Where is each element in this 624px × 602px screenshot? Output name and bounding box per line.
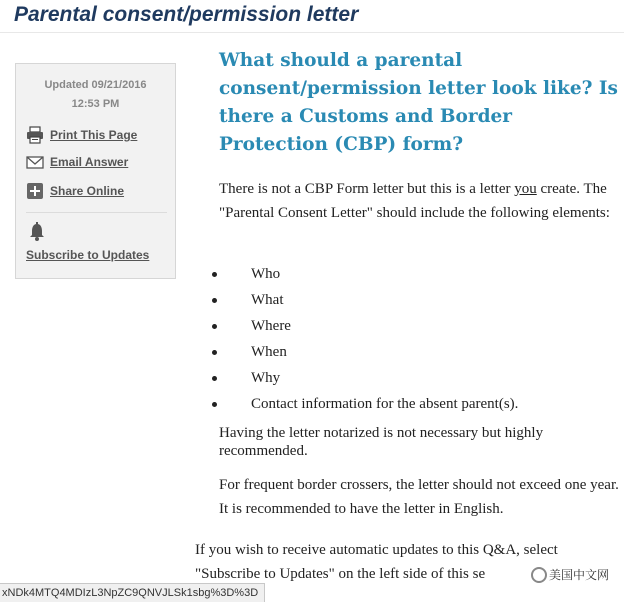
share-tool[interactable] [26, 182, 124, 200]
email-tool[interactable] [26, 153, 128, 171]
updated-time: 12:53 PM [71, 98, 120, 110]
updated-date: Updated 09/21/2016 [44, 79, 147, 91]
email-answer-link[interactable]: Email Answer [50, 155, 129, 169]
watermark-text: 美国中文网 [549, 568, 610, 582]
question-heading: What should a parental consent/permission letter look like? Is there a Customs and Border Protection (CBP) form? [219, 50, 618, 155]
sidebar-divider [26, 212, 167, 213]
subscribe-updates-link[interactable]: Subscribe to Updates [26, 248, 150, 262]
updates-note-line2: "Subscribe to Updates" on the left side of this se [195, 566, 486, 582]
plus-box-icon [26, 182, 44, 200]
notarized-paragraph: Having the letter notarized is not necessary but highly recommended. [219, 425, 544, 459]
list-item: When [219, 339, 518, 365]
sidebar-tools [15, 63, 176, 279]
printer-icon [26, 126, 44, 144]
list-item: Who [219, 261, 518, 287]
title-divider [0, 32, 624, 33]
bell-icon [28, 222, 46, 242]
list-item: Contact information for the absent parent(s). [219, 391, 518, 417]
frequent-crossers-paragraph: For frequent border crossers, the letter should not exceed one year. It is recommended to have the letter in English. [219, 477, 619, 517]
list-item: Why [219, 365, 518, 391]
envelope-icon [26, 153, 44, 171]
intro-paragraph [219, 177, 614, 225]
print-page-link[interactable]: Print This Page [50, 128, 138, 142]
list-item: Where [219, 313, 518, 339]
list-item: What [219, 287, 518, 313]
updates-note-line1: If you wish to receive automatic updates to this Q&A, select [195, 542, 558, 558]
share-online-link[interactable]: Share Online [50, 184, 125, 198]
watermark-logo-icon [531, 567, 547, 583]
status-bar-url: xNDk4MTQ4MDIzL3NpZC9QNVJLSk1sbg%3D%3D [0, 583, 265, 602]
watermark [529, 565, 611, 584]
elements-list [219, 261, 518, 417]
intro-emphasis: you [514, 181, 537, 197]
page-title: Parental consent/permission letter [14, 3, 359, 26]
updated-timestamp [16, 76, 175, 114]
intro-text-end: create. The "Parental Consent Letter" should include the following elements: [219, 181, 610, 221]
print-tool[interactable] [26, 126, 137, 144]
intro-text-start: There is not a CBP Form letter but this is a letter [219, 181, 515, 197]
